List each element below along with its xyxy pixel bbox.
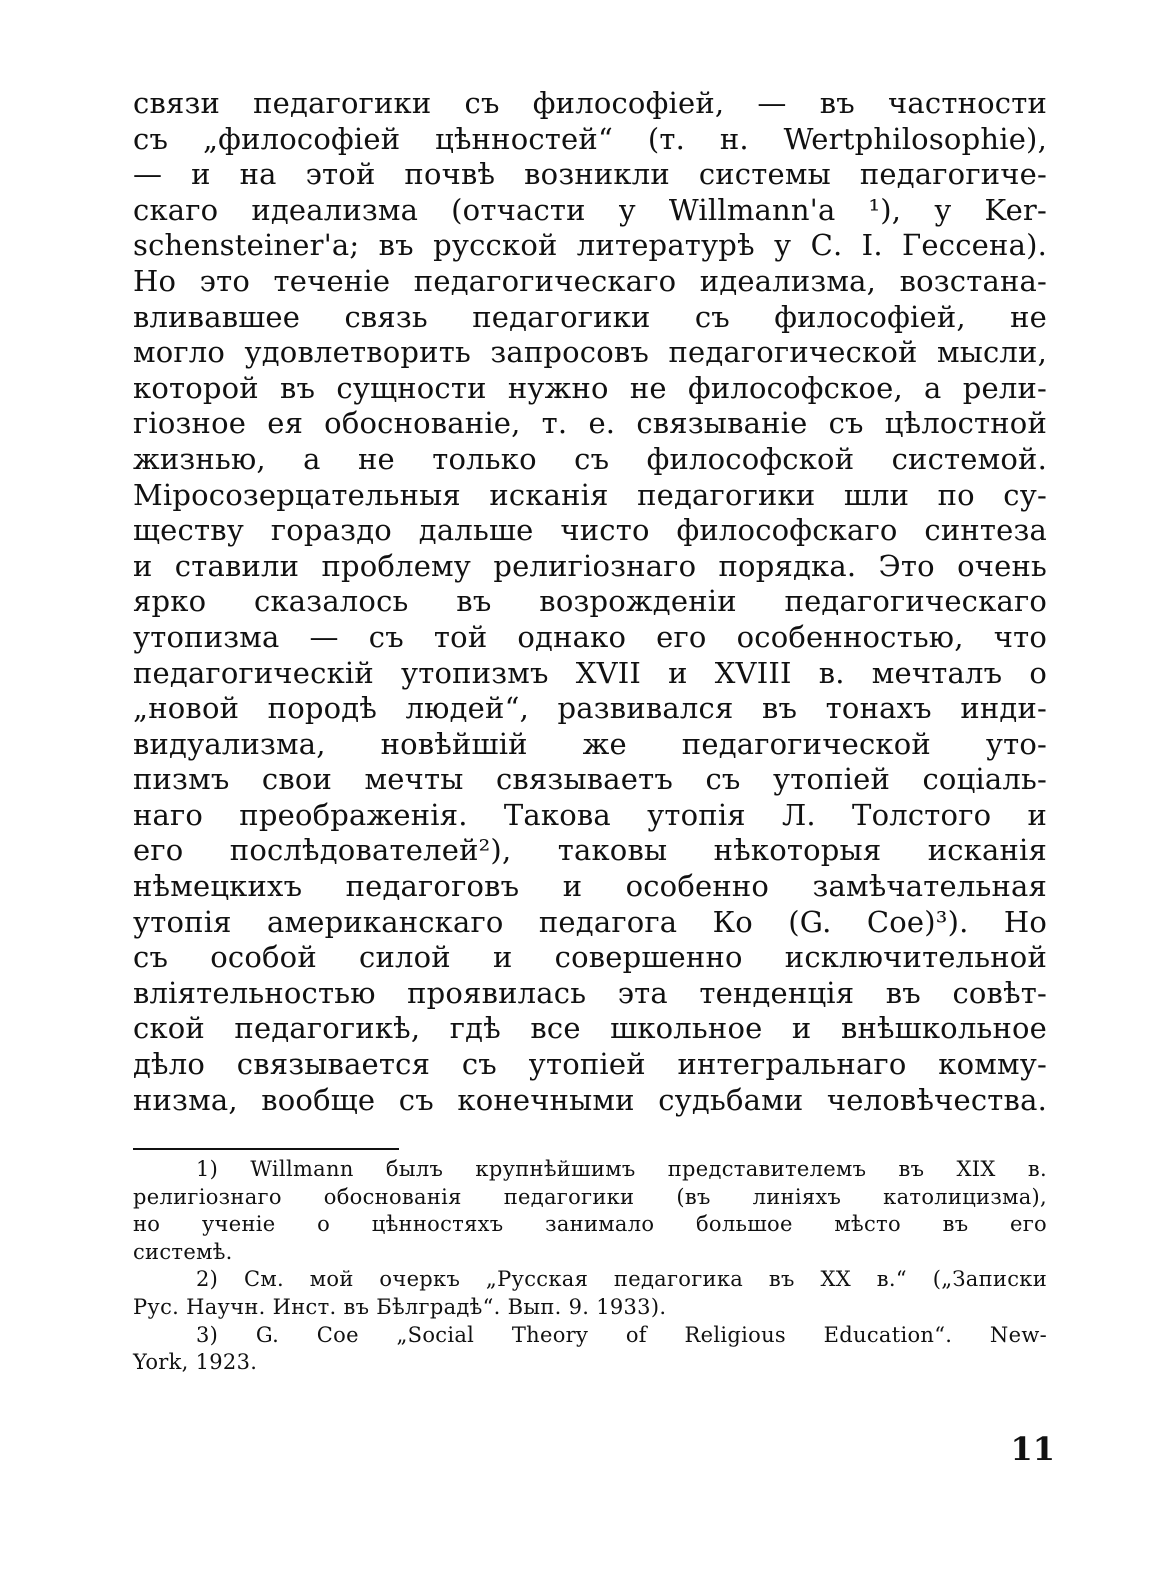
page-number: 11 — [1010, 1430, 1055, 1468]
text-line: утопизма — съ той однако его особенностью, что — [133, 619, 1047, 654]
text-line: гіозное ея обоснованіе, т. е. связываніе съ цѣлостной — [133, 406, 1047, 441]
text-line: пизмъ свои мечты связываетъ съ утопіей соціаль- — [133, 762, 1047, 797]
text-line: schensteiner'а; въ русской литературѣ у С. І. Гессена). — [133, 228, 1047, 263]
footnote-line: 2) См. мой очеркъ „Русская педагогика въ XX в.“ („Записки — [196, 1267, 1047, 1292]
footnotes — [133, 1156, 1047, 1377]
text-line: утопія американскаго педагога Ко (G. Coe)³). Но — [133, 904, 1047, 939]
footnote-1 — [133, 1156, 1047, 1266]
footnote-line: 3) G. Coe „Social Theory of Religious Education“. New- — [196, 1322, 1047, 1347]
footnote-line: York, 1923. — [133, 1350, 258, 1375]
text-line: видуализма, новѣйшій же педагогической уто- — [133, 726, 1047, 761]
text-line: ществу гораздо дальше чисто философскаго синтеза — [133, 513, 1047, 548]
text-line: нѣмецкихъ педагоговъ и особенно замѣчательная — [133, 869, 1047, 904]
footnote-line: но ученіе о цѣнностяхъ занимало большое мѣсто въ его — [133, 1212, 1047, 1237]
text-line: Но это теченіе педагогическаго идеализма, возстана- — [133, 263, 1047, 298]
text-line: ской педагогикѣ, гдѣ все школьное и внѣшкольное — [133, 1011, 1047, 1046]
text-line: его послѣдователей²), таковы нѣкоторыя исканія — [133, 833, 1047, 868]
text-line: съ „философіей цѣнностей“ (т. н. Wertphilosophie), — [133, 121, 1047, 156]
text-line: ярко сказалось въ возрожденіи педагогическаго — [133, 584, 1047, 619]
text-line: которой въ сущности нужно не философское, а рели- — [133, 370, 1047, 405]
text-line: педагогическій утопизмъ XVII и XVIII в. мечталъ о — [133, 655, 1047, 690]
text-line: дѣло связывается съ утопіей интегральнаго комму- — [133, 1047, 1047, 1082]
text-line: могло удовлетворить запросовъ педагогической мысли, — [133, 335, 1047, 370]
footnote-line: 1) Willmann былъ крупнѣйшимъ представителемъ въ XIX в. — [196, 1157, 1047, 1181]
text-line: вліятельностью проявилась эта тенденція въ совѣт- — [133, 975, 1047, 1010]
footnote-3 — [133, 1322, 1047, 1377]
footnote-line: системѣ. — [133, 1239, 233, 1264]
text-line: съ особой силой и совершенно исключительной — [133, 940, 1047, 975]
text-line: скаго идеализма (отчасти у Willmann'а ¹), у Ker- — [133, 192, 1047, 227]
text-line: низма, вообще съ конечными судьбами человѣчества. — [133, 1082, 1047, 1117]
text-line: жизнью, а не только съ философской системой. — [133, 441, 1047, 476]
footnote-separator — [133, 1148, 399, 1150]
text-line: — и на этой почвѣ возникли системы педагогиче- — [133, 157, 1047, 192]
footnote-line: религіознаго обоснованія педагогики (въ линіяхъ католицизма), — [133, 1184, 1047, 1209]
text-line: наго преображенія. Такова утопія Л. Толстого и — [133, 797, 1047, 832]
text-line: вливавшее связь педагогики съ философіей, не — [133, 299, 1047, 334]
text-line: Міросозерцательныя исканія педагогики шли по су- — [133, 477, 1047, 512]
main-text — [133, 86, 1047, 1118]
footnote-line: Рус. Научн. Инст. въ Бѣлградѣ“. Вып. 9. 1933). — [133, 1294, 667, 1319]
footnote-2 — [133, 1266, 1047, 1321]
text-line: и ставили проблему религіознаго порядка. Это очень — [133, 548, 1047, 583]
text-line: связи педагогики съ философіей, — въ частности — [133, 86, 1047, 120]
text-line: „новой породѣ людей“, развивался въ тонахъ инди- — [133, 691, 1047, 726]
